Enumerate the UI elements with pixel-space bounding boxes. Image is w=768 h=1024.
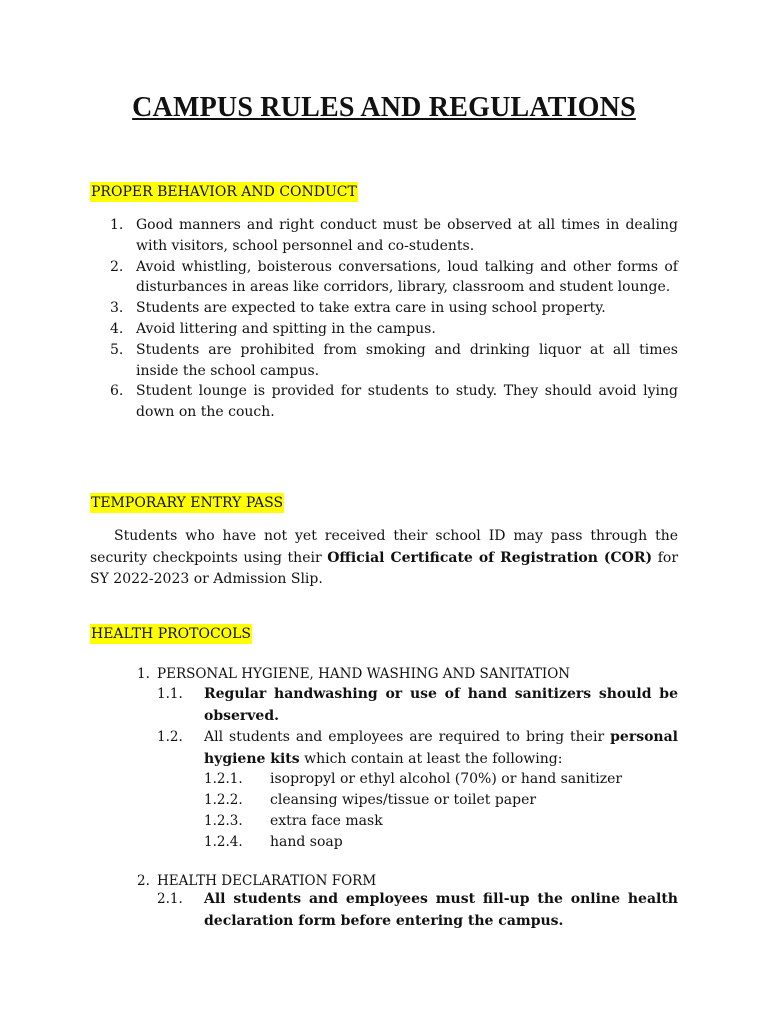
- section-heading-entry-pass: TEMPORARY ENTRY PASS: [91, 495, 284, 511]
- item-text: Student lounge is provided for students to study. They should avoid lying down on the couch.: [136, 383, 678, 421]
- list-item: [90, 298, 678, 319]
- item-text: All students and employees are required to bring their: [204, 729, 611, 745]
- subsection-title-declaration: HEALTH DECLARATION FORM: [157, 873, 377, 889]
- behavior-rules-list: [90, 215, 678, 423]
- subitem-number: 1.2.4.: [204, 834, 243, 850]
- item-text-end: which contain at least the following:: [299, 750, 563, 767]
- item-text-declaration: All students and employees must fill-up the online health declaration form before entering the campus.: [204, 891, 678, 929]
- subsection-number: 1.: [137, 666, 150, 682]
- subitem-number: 1.2.3.: [204, 813, 243, 829]
- item-number: 1.1.: [157, 686, 183, 702]
- paragraph-text-end: for SY 2022-2023 or Admission Slip.: [90, 549, 679, 587]
- subsection-title-hygiene: PERSONAL HYGIENE, HAND WASHING AND SANITATION: [157, 666, 571, 682]
- item-number: 5.: [110, 341, 124, 358]
- item-number: 1.2.: [157, 729, 183, 745]
- item-text: Students are prohibited from smoking and drinking liquor at all times inside the school campus.: [136, 341, 678, 379]
- item-number: 3.: [110, 300, 124, 317]
- subitem-text: isopropyl or ethyl alcohol (70%) or hand sanitizer: [270, 771, 623, 787]
- item-text-handwashing: Regular handwashing or use of hand sanitizers should be observed.: [204, 686, 678, 724]
- item-number: 6.: [110, 383, 124, 400]
- subsection-number: 2.: [137, 873, 150, 889]
- item-text-hygiene-kits: [204, 727, 678, 770]
- subitem-text: hand soap: [270, 834, 343, 850]
- subitem-number: 1.2.2.: [204, 792, 243, 808]
- item-number: 4.: [110, 320, 124, 337]
- paragraph-bold-text: Official Certificate of Registration (COR): [327, 549, 653, 566]
- item-text: Avoid whistling, boisterous conversations, loud talking and other forms of disturbances in areas like corridors, library, classroom and student lounge.: [136, 258, 678, 296]
- entry-pass-paragraph: [90, 526, 678, 591]
- item-number: 2.1.: [157, 891, 183, 907]
- section-heading-health: HEALTH PROTOCOLS: [91, 626, 252, 642]
- item-number: 1.: [110, 217, 124, 233]
- list-item: [90, 340, 678, 382]
- page-title: CAMPUS RULES AND REGULATIONS: [132, 92, 636, 123]
- subitem-text: cleansing wipes/tissue or toilet paper: [270, 792, 537, 808]
- item-bold-text: personal hygiene kits: [204, 729, 678, 767]
- list-item: [90, 381, 678, 423]
- item-number: 2.: [110, 258, 124, 275]
- list-item: [90, 319, 678, 340]
- paragraph-text: Students who have not yet received their school ID may pass through the security checkpoints using their: [90, 528, 678, 566]
- section-heading-behavior: PROPER BEHAVIOR AND CONDUCT: [91, 184, 357, 200]
- item-text: Avoid littering and spitting in the campus.: [136, 320, 436, 337]
- list-item: [90, 257, 678, 299]
- subitem-text: extra face mask: [270, 813, 383, 829]
- subitem-number: 1.2.1.: [204, 771, 243, 787]
- item-text: Students are expected to take extra care in using school property.: [136, 300, 606, 317]
- item-text: Good manners and right conduct must be observed at all times in dealing with visitors, school personnel and co-students.: [136, 217, 678, 254]
- list-item: [90, 215, 678, 257]
